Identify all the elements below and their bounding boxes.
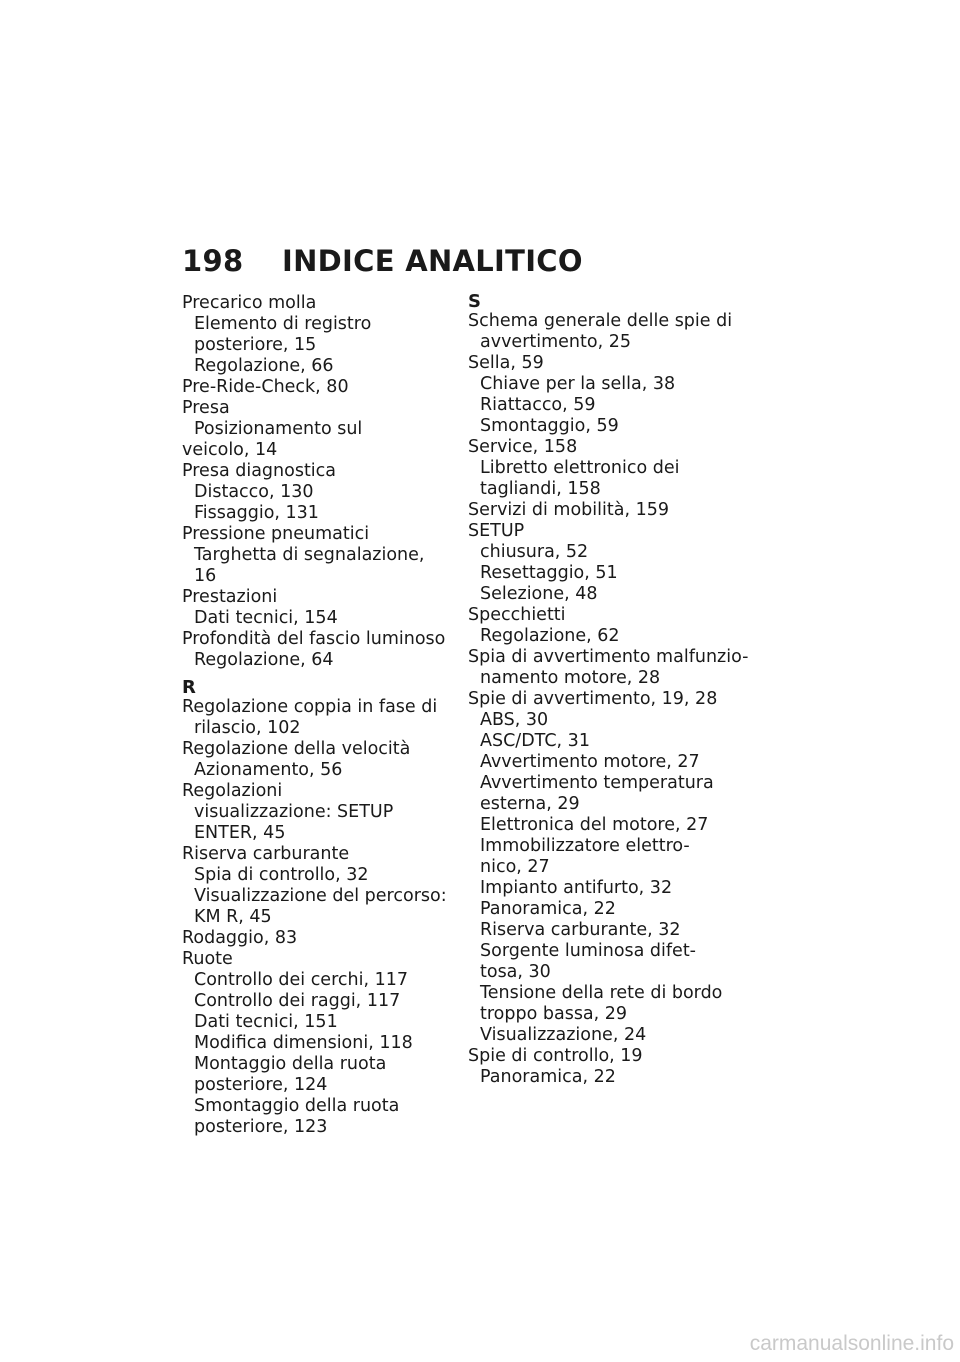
- index-subentry: Avvertimento temperatura: [480, 773, 714, 793]
- index-subentry: Elettronica del motore, 27: [480, 815, 709, 835]
- index-subentry: Panoramica, 22: [480, 1067, 616, 1087]
- index-subentry: Fissaggio, 131: [194, 503, 319, 523]
- index-entry: SETUP: [468, 521, 525, 541]
- index-entry: Servizi di mobilità, 159: [468, 500, 669, 520]
- index-subentry: Targhetta di segnalazione, 16: [194, 545, 425, 586]
- index-entry: Presa: [182, 398, 230, 418]
- index-entry: Specchietti: [468, 605, 566, 625]
- index-subentry: Azionamento, 56: [194, 760, 343, 780]
- index-subentry: ABS, 30: [480, 710, 549, 730]
- index-subentry: Impianto antifurto, 32: [480, 878, 673, 898]
- index-subentry: Regolazione, 62: [480, 626, 620, 646]
- index-entry-continuation: ENTER, 45: [194, 823, 286, 843]
- index-subentry: Riserva carburante, 32: [480, 920, 681, 940]
- index-entry: Spie di controllo, 19: [468, 1046, 643, 1066]
- index-entry: veicolo, 14: [182, 440, 278, 460]
- index-subentry: Regolazione, 66: [194, 356, 334, 376]
- index-entry: Spia di avvertimento malfunzio-: [468, 647, 749, 667]
- index-entry-continuation: posteriore, 15: [194, 335, 317, 355]
- index-entry: Pre-Ride-Check, 80: [182, 377, 349, 397]
- index-entry: Schema generale delle spie di: [468, 311, 733, 331]
- index-subentry: ASC/DTC, 31: [480, 731, 590, 751]
- index-entry-continuation: posteriore, 124: [194, 1075, 328, 1095]
- index-section-letter: R: [182, 677, 196, 698]
- index-subentry: Riattacco, 59: [480, 395, 596, 415]
- index-entry: Regolazioni: [182, 781, 283, 801]
- index-subentry: Chiave per la sella, 38: [480, 374, 676, 394]
- index-subentry: Visualizzazione, 24: [480, 1025, 647, 1045]
- index-entry: Regolazione della velocità: [182, 739, 411, 759]
- index-subentry: Panoramica, 22: [480, 899, 616, 919]
- index-entry-continuation: esterna, 29: [480, 794, 580, 814]
- index-entry-continuation: KM R, 45: [194, 907, 272, 927]
- index-subentry: Visualizzazione del percorso:: [194, 886, 447, 906]
- page-number: 198: [182, 244, 244, 278]
- index-subentry: Immobilizzatore elettro-: [480, 836, 690, 856]
- index-subentry: chiusura, 52: [480, 542, 589, 562]
- index-subentry: Smontaggio della ruota: [194, 1096, 400, 1116]
- index-subentry: Smontaggio, 59: [480, 416, 619, 436]
- index-entry-continuation: namento motore, 28: [480, 668, 661, 688]
- index-subentry: Controllo dei cerchi, 117: [194, 970, 408, 990]
- index-entry-continuation: rilascio, 102: [194, 718, 301, 738]
- index-entry: Precarico molla: [182, 293, 317, 313]
- index-column-right: [468, 293, 758, 1088]
- index-entry: Pressione pneumatici: [182, 524, 370, 544]
- index-entry: Prestazioni: [182, 587, 278, 607]
- index-entry: Service, 158: [468, 437, 578, 457]
- index-subentry: Posizionamento sul: [194, 419, 363, 439]
- index-entry-continuation: nico, 27: [480, 857, 550, 877]
- index-subentry: Spia di controllo, 32: [194, 865, 369, 885]
- index-subentry: visualizzazione: SETUP: [194, 802, 394, 822]
- index-subentry: Selezione, 48: [480, 584, 598, 604]
- index-entry: Sella, 59: [468, 353, 544, 373]
- page-header: [182, 244, 583, 278]
- index-subentry: Controllo dei raggi, 117: [194, 991, 401, 1011]
- index-subentry: Libretto elettronico dei: [480, 458, 680, 478]
- page-title: INDICE ANALITICO: [282, 244, 583, 278]
- index-subentry: Avvertimento motore, 27: [480, 752, 700, 772]
- index-subentry: Sorgente luminosa difet-: [480, 941, 696, 961]
- index-entry: Spie di avvertimento, 19, 28: [468, 689, 718, 709]
- index-subentry: Distacco, 130: [194, 482, 314, 502]
- index-entry: Rodaggio, 83: [182, 928, 298, 948]
- index-entry-continuation: avvertimento, 25: [480, 332, 631, 352]
- index-subentry: Elemento di registro: [194, 314, 372, 334]
- watermark: carmanualsonline.info: [749, 1332, 954, 1355]
- index-subentry: Dati tecnici, 154: [194, 608, 338, 628]
- index-entry-continuation: troppo bassa, 29: [480, 1004, 628, 1024]
- index-entry: Profondità del fascio luminoso: [182, 629, 446, 649]
- index-entry: Presa diagnostica: [182, 461, 337, 481]
- index-entry-continuation: tosa, 30: [480, 962, 551, 982]
- index-entry-continuation: posteriore, 123: [194, 1117, 328, 1137]
- index-subentry: Dati tecnici, 151: [194, 1012, 338, 1032]
- index-section-letter: S: [468, 291, 481, 312]
- index-entry: Ruote: [182, 949, 233, 969]
- index-entry: Riserva carburante: [182, 844, 350, 864]
- index-entry-continuation: tagliandi, 158: [480, 479, 601, 499]
- index-subentry: Modifica dimensioni, 118: [194, 1033, 413, 1053]
- index-subentry: Resettaggio, 51: [480, 563, 618, 583]
- index-entry: Regolazione coppia in fase di: [182, 697, 438, 717]
- index-subentry: Regolazione, 64: [194, 650, 334, 670]
- index-subentry: Montaggio della ruota: [194, 1054, 387, 1074]
- index-column-left: [182, 293, 452, 1138]
- index-subentry: Tensione della rete di bordo: [480, 983, 723, 1003]
